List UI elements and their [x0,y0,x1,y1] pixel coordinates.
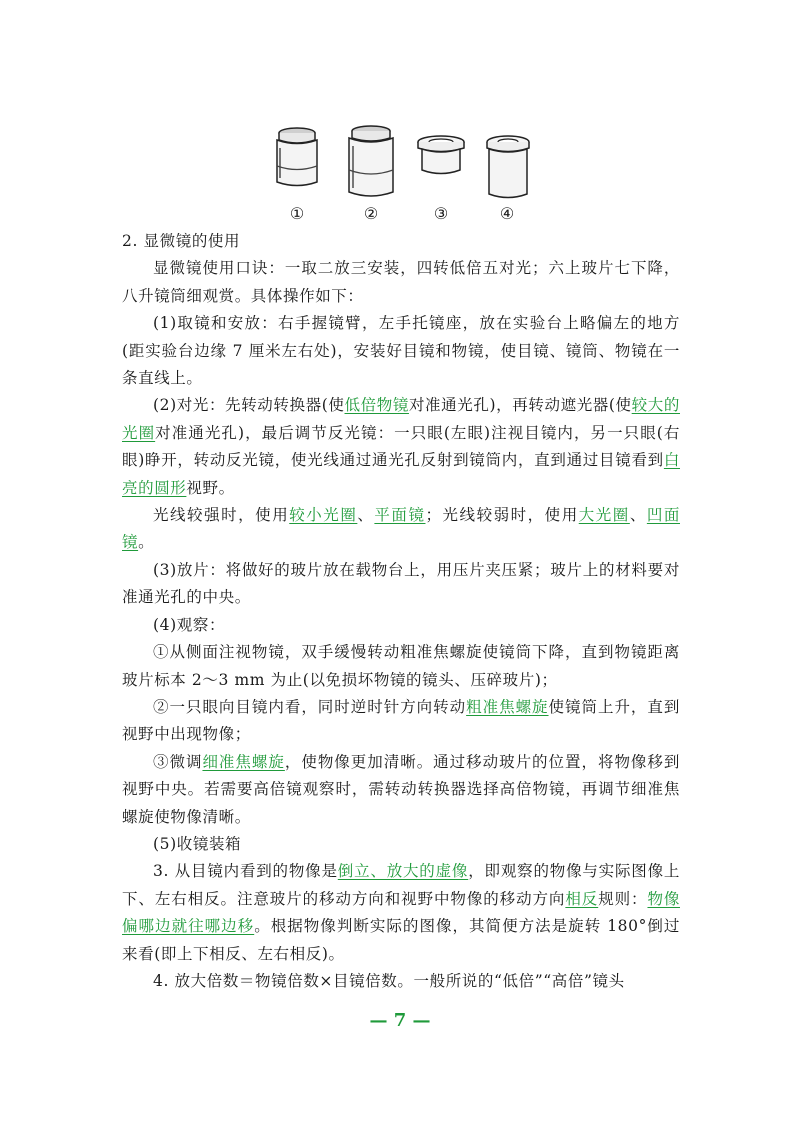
paragraph [122,392,680,502]
paragraph-text: ，即观察的物像与实际图像上下、左右相反。注意玻片的移动方向和视野中物像的移动方向 [122,862,680,908]
paragraph-text: 视野。 [186,478,235,497]
eyepiece-lens-icon [343,122,399,202]
paragraph [122,694,680,749]
paragraph [122,858,680,968]
paragraph-text: 3. 从目镜内看到的物像是 [153,862,338,881]
paragraph-text: (2)对光：先转动转换器(使 [153,396,345,415]
highlighted-term: 物像偏哪边就往哪边移 [122,889,680,936]
highlighted-term: 较小光圈 [289,506,358,525]
highlighted-term: 平面镜 [374,506,426,525]
paragraph-text: ，使物像更加清晰。通过移动玻片的位置，将物像移到视野中央。若需要高倍镜观察时，需转动转换器选择高倍物镜，再调节细准焦螺旋使物像清晰。 [122,752,680,826]
highlighted-term: 白亮的圆形 [122,451,680,497]
paragraph [122,557,680,612]
paragraph-text: (5)收镜装箱 [153,834,242,853]
paragraph-text: 对准通光孔)，再转动遮光器(使 [408,396,632,415]
figure-label-2: ② [363,204,379,223]
paragraph [122,502,680,557]
paragraph [122,831,680,858]
paragraph-text: 。根据物像判断实际的图像，其简便方法是旋转 180°倒过来看(即上下相反、左右相反)。 [122,917,680,963]
highlighted-term: 较大的光圈 [122,396,680,442]
paragraph-text: 、 [629,506,647,525]
paragraph-text: ；光线较弱时，使用 [425,506,579,525]
paragraph-text: ①从侧面注视物镜，双手缓慢转动粗准焦螺旋使镜筒下降，直到物镜距离玻片标本 2～3 mm 为止(以免损坏物镜的镜头、压碎玻片)； [122,643,680,689]
highlighted-term: 低倍物镜 [344,396,409,415]
figure-label-3: ③ [433,204,449,223]
paragraph [122,228,680,255]
paragraph-text: (4)观察： [153,615,226,634]
page-number: — 7 — [369,1010,431,1031]
highlighted-term: 凹面镜 [122,506,680,552]
document-body [122,228,680,995]
objective-lens-icon [415,134,467,184]
paragraph [122,749,680,831]
paragraph [122,968,680,995]
highlighted-term: 大光圈 [578,506,630,525]
highlighted-term: 粗准焦螺旋 [466,697,549,716]
paragraph-text: 2. 显微镜的使用 [122,232,241,250]
paragraph-text: ②一只眼向目镜内看，同时逆时针方向转动 [153,697,467,716]
paragraph [122,255,680,310]
paragraph-text: ③微调 [153,752,203,771]
paragraph [122,639,680,694]
paragraph-text: (3)放片：将做好的玻片放在载物台上，用压片夹压紧；玻片上的材料要对准通光孔的中央。 [122,560,680,607]
paragraph-text: 对准通光孔)，最后调节反光镜：一只眼(左眼)注视目镜内，另一只眼(右眼)睁开，转动反光镜，使光线通过通光孔反射到镜筒内，直到通过目镜看到 [122,423,681,470]
paragraph-text: 4. 放大倍数＝物镜倍数×目镜倍数。一般所说的“低倍”“高倍”镜头 [153,971,625,990]
paragraph-text: 规则： [598,889,648,908]
highlighted-term: 倒立、放大的虚像 [337,862,469,881]
paragraph-text: 使镜筒上升，直到视野中出现物像； [122,697,680,744]
paragraph [122,310,680,392]
highlighted-term: 细准焦螺旋 [202,752,285,771]
paragraph-text: 光线较强时，使用 [153,506,290,525]
paragraph-text: 显微镜使用口诀：一取二放三安装，四转低倍五对光；六上玻片七下降，八升镜筒细观赏。具体操作如下： [122,259,680,305]
figure-label-4: ④ [499,204,515,223]
eyepiece-lens-icon [271,122,323,202]
paragraph-text: (1)取镜和安放：右手握镜臂，左手托镜座，放在实验台上略偏左的地方(距实验台边缘 7 厘米左右处)，安装好目镜和物镜，使目镜、镜筒、物镜在一条直线上。 [122,314,680,388]
lens-figure [265,122,535,222]
objective-lens-icon [483,134,533,204]
figure-label-1: ① [289,204,305,223]
paragraph [122,612,680,639]
paragraph-text: 、 [357,506,375,525]
paragraph-text: 。 [138,533,155,552]
highlighted-term: 相反 [565,889,599,908]
